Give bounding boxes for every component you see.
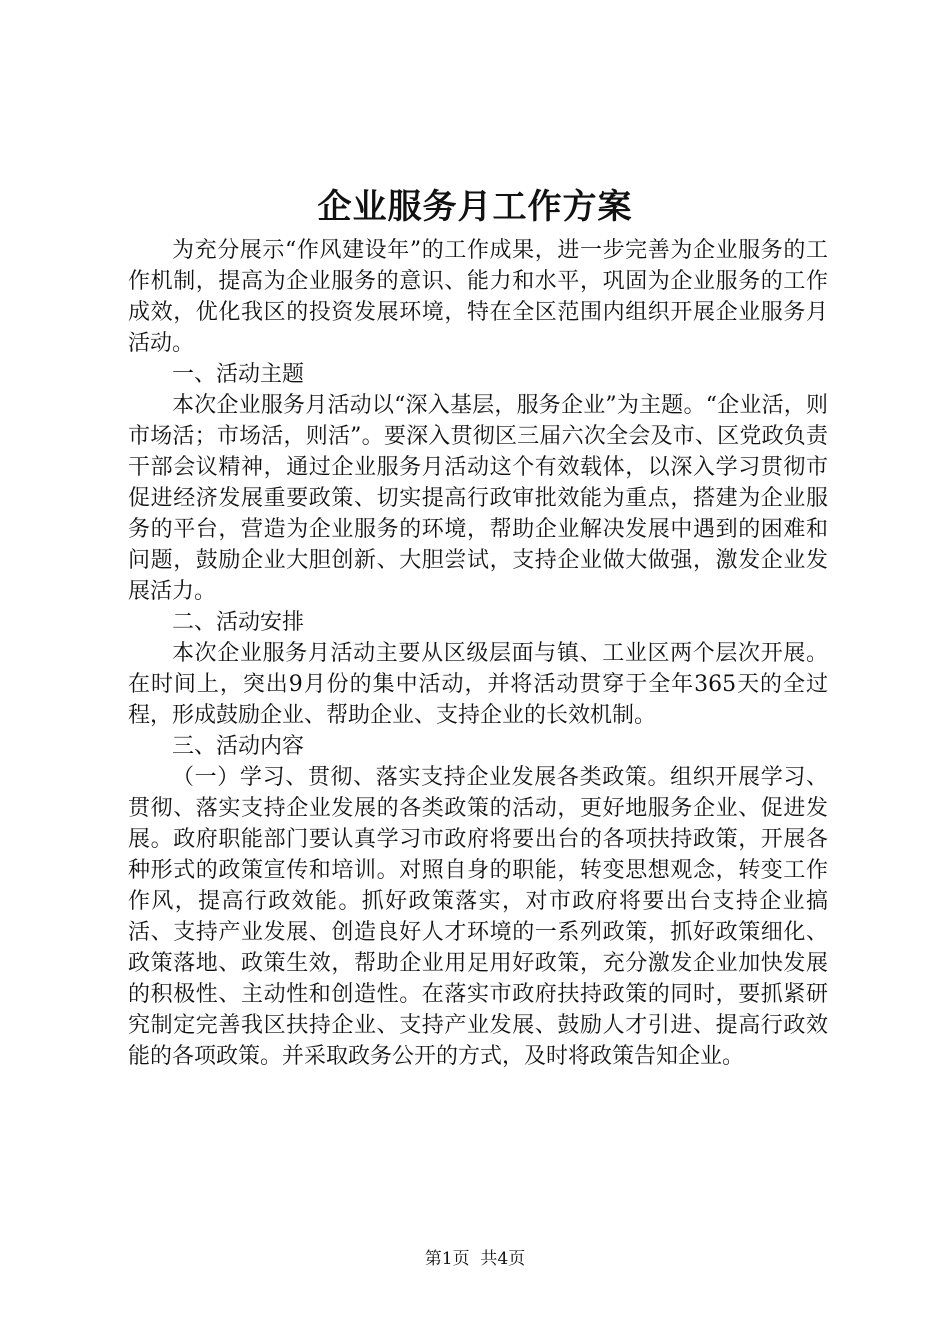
section-heading-content: 三、活动内容	[172, 734, 305, 759]
paragraph-arrangement: 本次企业服务月活动主要从区级层面与镇、工业区两个层次开展。在时间上，突出9月份的集中活动，并将活动贯穿于全年365天的全过程，形成鼓励企业、帮助企业、支持企业的长效机制。	[128, 641, 828, 728]
paragraph-theme: 本次企业服务月活动以“深入基层，服务企业”为主题。“企业活，则市场活；市场活，则活”。要深入贯彻区三届六次全会及市、区党政负责干部会议精神，通过企业服务月活动这个有效载体，以深入学习贯彻市促进经济发展重要政策、切实提高行政审批效能为重点，搭建为企业服务的平台，营造为企业服务的环境，帮助企业解决发展中遇到的困难和问题，鼓励企业大胆创新、大胆尝试，支持企业做大做强，激发企业发展活力。	[128, 393, 828, 604]
section-heading-arrangement: 二、活动安排	[172, 610, 305, 635]
paragraph-intro: 为充分展示“作风建设年”的工作成果，进一步完善为企业服务的工作机制，提高为企业服务的意识、能力和水平，巩固为企业服务的工作成效，优化我区的投资发展环境，特在全区范围内组织开展企业服务月活动。	[128, 238, 828, 356]
page-number: 第1页	[424, 1249, 470, 1269]
page-footer	[0, 1247, 950, 1271]
paragraph-content-policy: （一）学习、贯彻、落实支持企业发展各类政策。组织开展学习、贯彻、落实支持企业发展的各类政策的活动，更好地服务企业、促进发展。政府职能部门要认真学习市政府将要出台的各项扶持政策，开展各种形式的政策宣传和培训。对照自身的职能，转变思想观念，转变工作作风，提高行政效能。抓好政策落实，对市政府将要出台支持企业搞活、支持产业发展、创造良好人才环境的一系列政策，抓好政策细化、政策落地、政策生效，帮助企业用足用好政策，充分激发企业加快发展的积极性、主动性和创造性。在落实市政府扶持政策的同时，要抓紧研究制定完善我区扶持企业、支持产业发展、鼓励人才引进、提高行政效能的各项政策。并采取政务公开的方式，及时将政策告知企业。	[128, 765, 828, 1069]
document-title: 企业服务月工作方案	[317, 187, 633, 227]
page-total: 共4页	[480, 1249, 526, 1269]
section-heading-theme: 一、活动主题	[172, 362, 305, 387]
document-body	[128, 235, 828, 1072]
